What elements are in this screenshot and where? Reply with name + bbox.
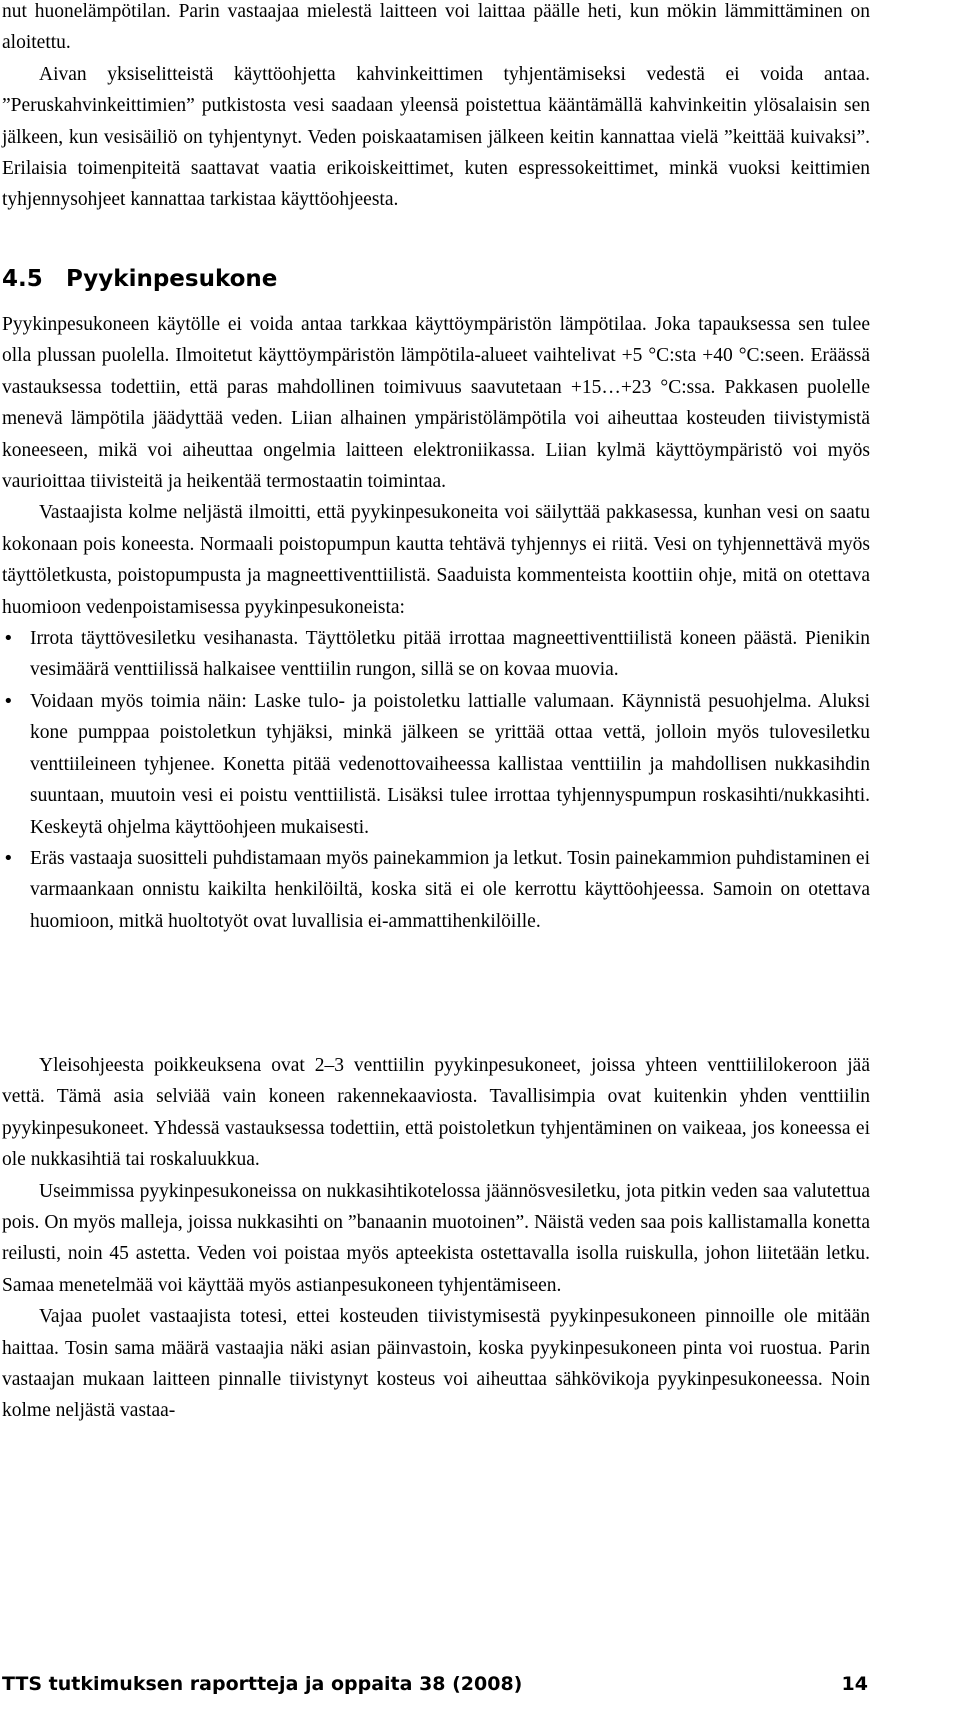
footer-series-title: TTS tutkimuksen raportteja ja oppaita 38 (2008) <box>2 1673 523 1695</box>
section-number: 4.5 <box>2 266 43 292</box>
list-item: • Voidaan myös toimia näin: Laske tulo- ja poistoletku lattialle valumaan. Käynnistä pesuohjelma. Aluksi kone pumppaa poistoletkun tyhjäksi, minkä jälkeen se yrittää ottaa vettä, jolloin myös tulovesiletku venttiileineen tyhjenee. Konetta pitää vedenottovaiheessa kallistaa venttiilin ja mahdollisen nukkasihdin suuntaan, muutoin vesi ei poistu venttiilistä. Lisäksi tulee irrottaa tyhjennyspumpun roskasihti/nukkasihti. Keskeytä ohjelma käyttöohjeen mukaisesti. <box>2 686 870 843</box>
paragraph-condensation: Vajaa puolet vastaajista totesi, ettei kosteuden tiivistymisestä pyykinpesukoneen pinnoille ole mitään haittaa. Tosin sama määrä vastaajia näki asian päinvastoin, koska pyykinpesukoneen pinta voi ruostua. Parin vastaajan mukaan laitteen pinnalle tiivistynyt kosteus voi aiheuttaa sähkövikoja pyykinpesukoneessa. Noin kolme neljästä vastaa- <box>2 1306 870 1422</box>
section-title: Pyykinpesukone <box>66 266 278 292</box>
section-heading <box>2 262 277 296</box>
paragraph-continued: nut huonelämpötilan. Parin vastaajaa mielestä laitteen voi laittaa päälle heti, kun mökin lämmittäminen on aloitettu. <box>2 1 870 54</box>
closing-text-block <box>2 1050 870 1427</box>
instruction-list <box>2 623 870 937</box>
paragraph-temperature: Pyykinpesukoneen käytölle ei voida antaa tarkkaa käyttöympäristön lämpötilaa. Joka tapauksessa sen tulee olla plussan puolella. Ilmoitetut käyttöympäristön lämpötila-alueet vaihtelivat +5 °C:sta +40 °C:seen. Eräässä vastauksessa todettiin, että paras mahdollinen toimivuus saavutetaan +15…+23 °C:ssa. Pakkasen puolelle menevä lämpötila jäädyttää veden. Liian alhainen ympäristölämpötila voi aiheuttaa kosteuden tiivistymistä koneeseen, mikä voi aiheuttaa ongelmia laitteen elektroniikassa. Liian kylmä käyttöympäristö voi myös vaurioittaa tiivisteitä ja heikentää termostaatin toimintaa. <box>2 314 870 493</box>
top-text-block <box>2 0 870 216</box>
section-text-block <box>2 309 870 937</box>
page-number: 14 <box>841 1673 868 1695</box>
paragraph-lint-filter: Useimmissa pyykinpesukoneissa on nukkasihtikotelossa jäännösvesiletku, jota pitkin veden saa valutettua pois. On myös malleja, joissa nukkasihti on ”banaanin muotoinen”. Näistä veden saa pois kallistamalla konetta reilusti, noin 45 astetta. Veden voi poistaa myös apteekista ostettavalla isolla ruiskulla, johon liitetään letku. Samaa menetelmää voi käyttää myös astianpesukoneen tyhjentämiseen. <box>2 1180 870 1296</box>
paragraph-coffee-maker: Aivan yksiselitteistä käyttöohjetta kahvinkeittimen tyhjentämiseksi vedestä ei voida antaa. ”Peruskahvinkeittimien” putkistosta vesi saadaan yleensä poistettua kääntämällä kahvinkeitin ylösalaisin sen jälkeen, kun vesisäiliö on tyhjentynyt. Veden poiskaatamisen jälkeen keitin kannattaa vielä ”keittää kuivaksi”. Erilaisia toimenpiteitä saattavat vaatia erikoiskeittimet, kuten espressokeittimet, minkä vuoksi keittimien tyhjennysohjeet kannattaa tarkistaa käyttöohjeesta. <box>2 63 870 211</box>
list-item: • Eräs vastaaja suositteli puhdistamaan myös painekammion ja letkut. Tosin painekammion puhdistaminen ei varmaankaan onnistu kaikilta henkilöiltä, koska sitä ei ole kerrottu käyttöohjeessa. Samoin on otettava huomioon, mitkä huoltotyöt ovat luvallisia ei-ammattihenkilöille. <box>2 843 870 937</box>
list-item: • Irrota täyttövesiletku vesihanasta. Täyttöletku pitää irrottaa magneettiventtiilistä koneen päästä. Pienikin vesimäärä venttiilissä halkaisee venttiilin rungon, sillä se on kovaa muovia. <box>2 623 870 686</box>
paragraph-storage: Vastaajista kolme neljästä ilmoitti, että pyykinpesukoneita voi säilyttää pakkasessa, kunhan vesi on saatu kokonaan pois koneesta. Normaali poistopumpun kautta tehtävä tyhjennys ei riitä. Vesi on tyhjennettävä myös täyttöletkusta, poistopumpusta ja magneettiventtiilistä. Saaduista kommenteista koottiin ohje, mitä on otettava huomioon vedenpoistamisessa pyykinpesukoneista: <box>2 502 870 618</box>
page-footer <box>2 1671 868 1697</box>
paragraph-exception: Yleisohjeesta poikkeuksena ovat 2–3 venttiilin pyykinpesukoneet, joissa yhteen venttiililokeroon jää vettä. Tämä asia selviää vain koneen rakennekaaviosta. Tavallisimpia ovat kuitenkin yhden venttiilin pyykinpesukoneet. Yhdessä vastauksessa todettiin, että poistoletkun tyhjentäminen on vaikeaa, jos koneessa ei ole nukkasihtiä tai roskaluukkua. <box>2 1055 870 1171</box>
